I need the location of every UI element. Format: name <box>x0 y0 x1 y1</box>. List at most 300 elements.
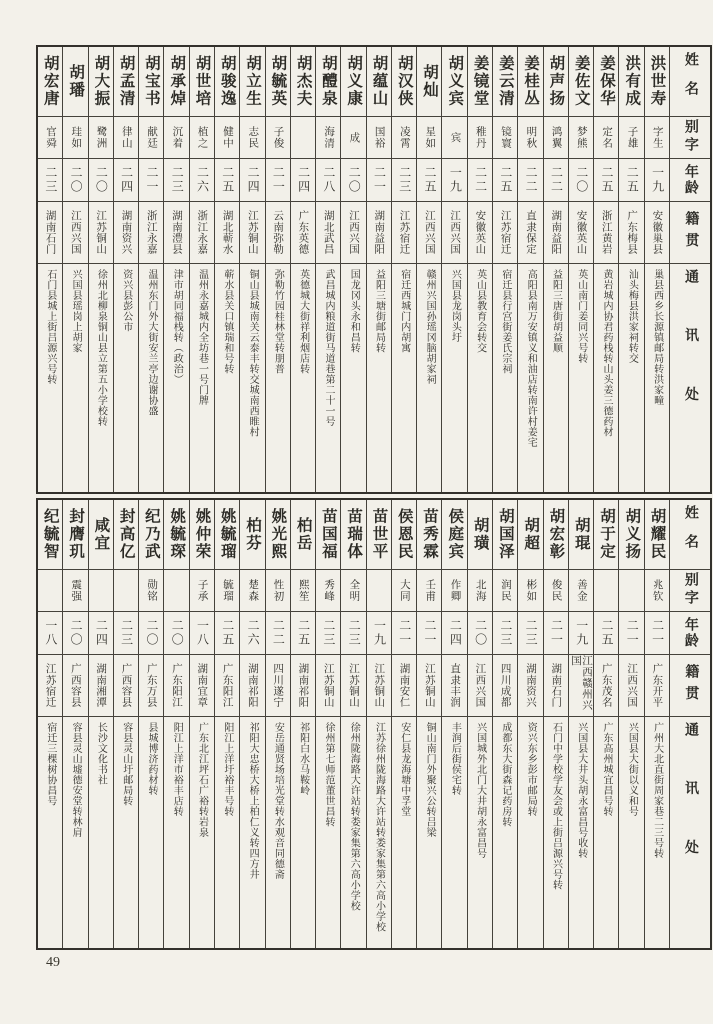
age-cell <box>442 159 466 202</box>
entry-column <box>63 47 88 492</box>
entry-column <box>190 47 215 492</box>
native-text: 湖北武昌 <box>322 210 334 255</box>
name-text: 胡醴泉 <box>319 55 337 108</box>
address-text: 广东高州城宜昌号转 <box>601 722 613 817</box>
name-cell <box>291 500 315 570</box>
age-cell <box>569 159 593 202</box>
age-text: 二一 <box>625 619 640 647</box>
native-text: 广西容县 <box>120 663 132 708</box>
address-text: 徐州陇海路大许站转娄家集第六高小学校 <box>348 722 360 911</box>
address-cell <box>139 264 163 492</box>
zi-cell <box>89 570 113 612</box>
native-cell <box>392 202 416 264</box>
entry-column <box>89 500 114 948</box>
zi-cell <box>164 117 188 159</box>
address-cell <box>316 264 340 492</box>
zi-text: 作卿 <box>449 579 461 602</box>
native-text: 广东万县 <box>145 663 157 708</box>
name-text: 胡大振 <box>92 55 110 108</box>
name-cell <box>367 500 391 570</box>
native-text: 广东开平 <box>651 663 663 708</box>
name-cell <box>493 47 517 117</box>
address-text: 阳江上洋圩裕丰号转 <box>221 722 233 817</box>
native-cell <box>392 655 416 717</box>
entry-column <box>240 500 265 948</box>
address-text: 武昌城内粮道街马道巷第二十一号 <box>322 269 334 427</box>
name-text: 纪乃武 <box>142 508 160 561</box>
name-text: 苗瑞体 <box>345 508 363 561</box>
age-cell <box>544 612 568 655</box>
entry-column <box>544 47 569 492</box>
zi-text: 子俊 <box>272 126 284 149</box>
entry-column <box>316 47 341 492</box>
native-cell <box>569 202 593 264</box>
zi-text: 国裕 <box>373 126 385 149</box>
name-cell <box>544 47 568 117</box>
zi-text: 凌霄 <box>398 126 410 149</box>
age-text: 一九 <box>574 619 589 647</box>
age-text: 一九 <box>448 166 463 194</box>
native-cell <box>442 202 466 264</box>
age-cell <box>63 612 87 655</box>
age-cell <box>493 159 517 202</box>
age-text: 二四 <box>246 166 261 194</box>
age-cell <box>316 612 340 655</box>
entry-column <box>164 500 189 948</box>
directory-table-upper <box>36 45 712 494</box>
zi-text: 梦熊 <box>575 126 587 149</box>
native-cell <box>518 655 542 717</box>
zi-cell <box>164 570 188 612</box>
native-text: 广东英德 <box>297 210 309 255</box>
age-text: 二四 <box>119 166 134 194</box>
name-text: 胡宝书 <box>142 55 160 108</box>
entry-column <box>569 47 594 492</box>
name-cell <box>442 500 466 570</box>
name-cell <box>594 500 618 570</box>
entry-column <box>139 47 164 492</box>
zi-cell <box>341 117 365 159</box>
name-cell <box>215 47 239 117</box>
zi-text: 子雄 <box>626 126 638 149</box>
header-courtesy-name: 别字 <box>670 570 710 612</box>
row-header-column <box>670 500 710 948</box>
zi-cell <box>619 117 643 159</box>
address-text: 宿迁三棵树协昌号 <box>44 722 56 806</box>
address-cell <box>38 717 62 948</box>
native-cell <box>114 655 138 717</box>
entry-column <box>392 500 417 948</box>
address-text: 石门中学校学友会或上街吕源兴号转 <box>550 722 562 890</box>
zi-text: 宾 <box>449 131 461 144</box>
native-text: 直隶保定 <box>524 210 536 255</box>
address-cell <box>645 717 669 948</box>
zi-cell <box>114 570 138 612</box>
entry-column <box>38 47 63 492</box>
native-text: 江西赣州兴国 <box>570 655 593 711</box>
entry-column <box>38 500 63 948</box>
native-cell <box>240 202 264 264</box>
native-cell <box>63 202 87 264</box>
address-cell <box>392 717 416 948</box>
entry-column <box>89 47 114 492</box>
name-cell <box>442 47 466 117</box>
name-text: 柏芬 <box>244 517 262 552</box>
address-text: 津市胡同福栈转（政治） <box>171 269 183 385</box>
name-cell <box>215 500 239 570</box>
native-text: 浙江永嘉 <box>145 210 157 255</box>
entry-column <box>316 500 341 948</box>
header-address: 通讯处 <box>683 722 699 899</box>
address-cell <box>114 717 138 948</box>
native-cell <box>215 202 239 264</box>
entry-column <box>341 47 366 492</box>
name-cell <box>468 47 492 117</box>
native-cell <box>518 202 542 264</box>
zi-text: 润民 <box>500 579 512 602</box>
age-text: 二二 <box>524 166 539 194</box>
entry-column <box>114 47 139 492</box>
native-cell <box>291 202 315 264</box>
zi-text: 植之 <box>196 126 208 149</box>
zi-cell <box>442 117 466 159</box>
zi-text: 鹭洲 <box>95 126 107 149</box>
age-text: 二一 <box>549 619 564 647</box>
header-address: 通讯处 <box>683 269 699 446</box>
native-cell <box>645 655 669 717</box>
address-text: 县城博济药材转 <box>145 722 157 796</box>
native-cell <box>594 202 618 264</box>
zi-cell <box>63 117 87 159</box>
age-text: 二一 <box>372 166 387 194</box>
name-text: 侯恩民 <box>395 508 413 561</box>
name-cell <box>569 47 593 117</box>
zi-text: 字生 <box>651 126 663 149</box>
name-cell <box>316 47 340 117</box>
age-cell <box>645 612 669 655</box>
name-text: 洪世寿 <box>648 55 666 108</box>
entry-column <box>442 47 467 492</box>
age-cell <box>417 159 441 202</box>
entry-column <box>518 500 543 948</box>
zi-text: 壬甫 <box>424 579 436 602</box>
zi-text: 子承 <box>196 579 208 602</box>
zi-cell <box>266 570 290 612</box>
zi-cell <box>392 117 416 159</box>
native-text: 江西兴国 <box>347 210 359 255</box>
address-text: 资兴东乡彭市邮局转 <box>525 722 537 817</box>
name-text: 姚光熙 <box>269 508 287 561</box>
age-cell <box>38 159 62 202</box>
age-cell <box>38 612 62 655</box>
zi-cell <box>594 570 618 612</box>
native-text: 湖南祁阳 <box>297 663 309 708</box>
age-text: 二五 <box>625 166 640 194</box>
zi-cell <box>38 570 62 612</box>
name-text: 柏岳 <box>294 517 312 552</box>
native-cell <box>341 202 365 264</box>
age-text: 二五 <box>600 166 615 194</box>
age-cell <box>291 159 315 202</box>
name-text: 侯庭宾 <box>446 508 464 561</box>
address-text: 国龙冈头永和昌转 <box>348 269 360 353</box>
address-cell <box>341 717 365 948</box>
native-text: 安徽英山 <box>575 210 587 255</box>
name-cell <box>468 500 492 570</box>
address-cell <box>518 717 542 948</box>
native-text: 江苏宿迁 <box>398 210 410 255</box>
native-text: 广东阳江 <box>221 663 233 708</box>
age-cell <box>291 612 315 655</box>
zi-cell <box>442 570 466 612</box>
zi-cell <box>417 117 441 159</box>
address-cell <box>38 264 62 492</box>
zi-text: 全明 <box>348 579 360 602</box>
name-cell <box>518 47 542 117</box>
native-cell <box>240 655 264 717</box>
name-text: 胡孟清 <box>117 55 135 108</box>
native-cell <box>164 655 188 717</box>
zi-text: 楚森 <box>247 579 259 602</box>
zi-cell <box>316 117 340 159</box>
age-cell <box>114 159 138 202</box>
zi-text: 北海 <box>474 579 486 602</box>
zi-cell <box>518 117 542 159</box>
age-cell <box>569 612 593 655</box>
name-text: 姜云清 <box>496 55 514 108</box>
address-cell <box>266 264 290 492</box>
zi-cell <box>392 570 416 612</box>
address-cell <box>89 264 113 492</box>
native-cell <box>367 655 391 717</box>
zi-text: 俊民 <box>550 579 562 602</box>
name-text: 胡承焯 <box>168 55 186 108</box>
zi-text: 善金 <box>575 579 587 602</box>
address-text: 汕头梅县洪家祠转交 <box>626 269 638 364</box>
address-cell <box>619 717 643 948</box>
zi-text: 健中 <box>221 126 233 149</box>
name-text: 胡超 <box>522 517 540 552</box>
zi-text: 毓瑠 <box>221 579 233 602</box>
entry-column <box>442 500 467 948</box>
native-cell <box>38 202 62 264</box>
address-cell <box>164 264 188 492</box>
address-text: 英山南门姜同兴号转 <box>575 269 587 364</box>
name-text: 纪毓智 <box>41 508 59 561</box>
zi-cell <box>38 117 62 159</box>
name-cell <box>341 47 365 117</box>
zi-cell <box>341 570 365 612</box>
age-text: 二三 <box>498 619 513 647</box>
address-text: 高阳县南万安镇义和油店转南许村姜宅 <box>525 269 537 448</box>
native-cell <box>619 655 643 717</box>
entry-column <box>266 47 291 492</box>
age-text: 二三 <box>397 166 412 194</box>
native-text: 广东梅县 <box>626 210 638 255</box>
name-cell <box>38 47 62 117</box>
address-cell <box>291 264 315 492</box>
entry-column <box>619 500 644 948</box>
name-text: 胡毓英 <box>269 55 287 108</box>
zi-cell <box>594 117 618 159</box>
name-text: 胡于定 <box>597 508 615 561</box>
zi-cell <box>190 117 214 159</box>
age-text: 二三 <box>347 619 362 647</box>
native-cell <box>190 655 214 717</box>
name-text: 胡璠 <box>67 64 85 99</box>
zi-cell <box>291 570 315 612</box>
entry-column <box>619 47 644 492</box>
age-text: 二三 <box>119 619 134 647</box>
native-cell <box>139 655 163 717</box>
native-text: 江苏铜山 <box>423 663 435 708</box>
age-cell <box>89 159 113 202</box>
address-text: 广州大北直街周家巷二三号转 <box>651 722 663 859</box>
zi-cell <box>215 570 239 612</box>
name-cell <box>316 500 340 570</box>
age-cell <box>341 159 365 202</box>
name-cell <box>114 500 138 570</box>
native-text: 江西兴国 <box>423 210 435 255</box>
entry-column <box>594 500 619 948</box>
name-text: 胡义康 <box>345 55 363 108</box>
row-header-column <box>670 47 710 492</box>
zi-text: 定名 <box>601 126 613 149</box>
name-text: 胡灿 <box>421 64 438 99</box>
name-text: 胡国泽 <box>496 508 514 561</box>
age-cell <box>442 612 466 655</box>
zi-cell <box>493 117 517 159</box>
address-text: 容县灵山圩邮局转 <box>120 722 132 806</box>
name-text: 胡立生 <box>244 55 262 108</box>
address-cell <box>518 264 542 492</box>
zi-text: 镜寰 <box>500 126 512 149</box>
address-cell <box>63 717 87 948</box>
name-text: 洪有成 <box>623 55 641 108</box>
entry-column <box>417 500 442 948</box>
native-text: 安徽英山 <box>474 210 486 255</box>
name-cell <box>89 500 113 570</box>
entry-column <box>266 500 291 948</box>
address-cell <box>594 717 618 948</box>
native-cell <box>468 202 492 264</box>
native-cell <box>544 655 568 717</box>
age-text: 二〇 <box>69 619 84 647</box>
name-text: 封高亿 <box>117 508 135 561</box>
name-text: 胡宏彰 <box>547 508 565 561</box>
name-cell <box>619 47 643 117</box>
header-native-place: 籍贯 <box>670 655 710 717</box>
zi-text: 鸿翼 <box>550 126 562 149</box>
age-text: 二六 <box>195 166 210 194</box>
name-text: 胡义宾 <box>446 55 464 108</box>
address-cell <box>493 717 517 948</box>
native-text: 江西兴国 <box>626 663 638 708</box>
entry-column <box>215 47 240 492</box>
age-cell <box>493 612 517 655</box>
age-cell <box>164 159 188 202</box>
name-text: 胡琨 <box>572 517 590 552</box>
address-cell <box>367 717 391 948</box>
zi-cell <box>190 570 214 612</box>
address-cell <box>215 264 239 492</box>
zi-text: 律山 <box>120 126 132 149</box>
native-cell <box>63 655 87 717</box>
address-cell <box>544 717 568 948</box>
native-text: 江苏铜山 <box>322 663 334 708</box>
zi-cell <box>114 117 138 159</box>
zi-cell <box>316 570 340 612</box>
zi-text: 志民 <box>247 126 259 149</box>
native-text: 江苏铜山 <box>373 663 385 708</box>
zi-cell <box>468 570 492 612</box>
age-text: 二〇 <box>574 166 589 194</box>
address-cell <box>468 264 492 492</box>
zi-cell <box>569 117 593 159</box>
name-text: 苗秀霖 <box>421 508 438 561</box>
age-text: 二〇 <box>473 619 488 647</box>
name-cell <box>645 500 669 570</box>
zi-text: 兆钦 <box>651 579 663 602</box>
age-text: 一八 <box>195 619 210 647</box>
age-cell <box>114 612 138 655</box>
address-text: 温州永嘉城内全坊巷一号门牌 <box>196 269 208 406</box>
address-text: 黄岩城内协君药栈转山头姜三德药材 <box>601 269 613 437</box>
zi-text: 大同 <box>398 579 410 602</box>
age-cell <box>89 612 113 655</box>
native-text: 湖南宜章 <box>196 663 208 708</box>
native-cell <box>266 655 290 717</box>
address-cell <box>493 264 517 492</box>
address-cell <box>442 717 466 948</box>
age-cell <box>392 612 416 655</box>
entry-column <box>493 47 518 492</box>
native-text: 江苏铜山 <box>95 210 107 255</box>
native-cell <box>190 202 214 264</box>
name-text: 苗世平 <box>370 508 388 561</box>
name-cell <box>367 47 391 117</box>
native-cell <box>544 202 568 264</box>
age-cell <box>619 159 643 202</box>
zi-cell <box>367 570 391 612</box>
entry-column <box>367 47 392 492</box>
entry-column <box>341 500 366 948</box>
native-text: 湖南祁阳 <box>246 663 258 708</box>
entry-column <box>392 47 417 492</box>
address-cell <box>468 717 492 948</box>
age-text: 二一 <box>271 166 286 194</box>
native-cell <box>215 655 239 717</box>
age-text: 二八 <box>321 166 336 194</box>
native-cell <box>619 202 643 264</box>
native-cell <box>468 655 492 717</box>
name-cell <box>139 500 163 570</box>
zi-cell <box>544 570 568 612</box>
zi-text: 沉着 <box>171 126 183 149</box>
native-text: 浙江永嘉 <box>196 210 208 255</box>
native-text: 湖南益阳 <box>373 210 385 255</box>
name-cell <box>544 500 568 570</box>
name-cell <box>190 47 214 117</box>
address-cell <box>341 264 365 492</box>
age-cell <box>139 612 163 655</box>
age-text: 二三 <box>321 619 336 647</box>
native-text: 湖南益阳 <box>550 210 562 255</box>
native-cell <box>164 202 188 264</box>
name-text: 姜桂丛 <box>522 55 540 108</box>
entry-column <box>190 500 215 948</box>
age-text: 二〇 <box>170 619 185 647</box>
